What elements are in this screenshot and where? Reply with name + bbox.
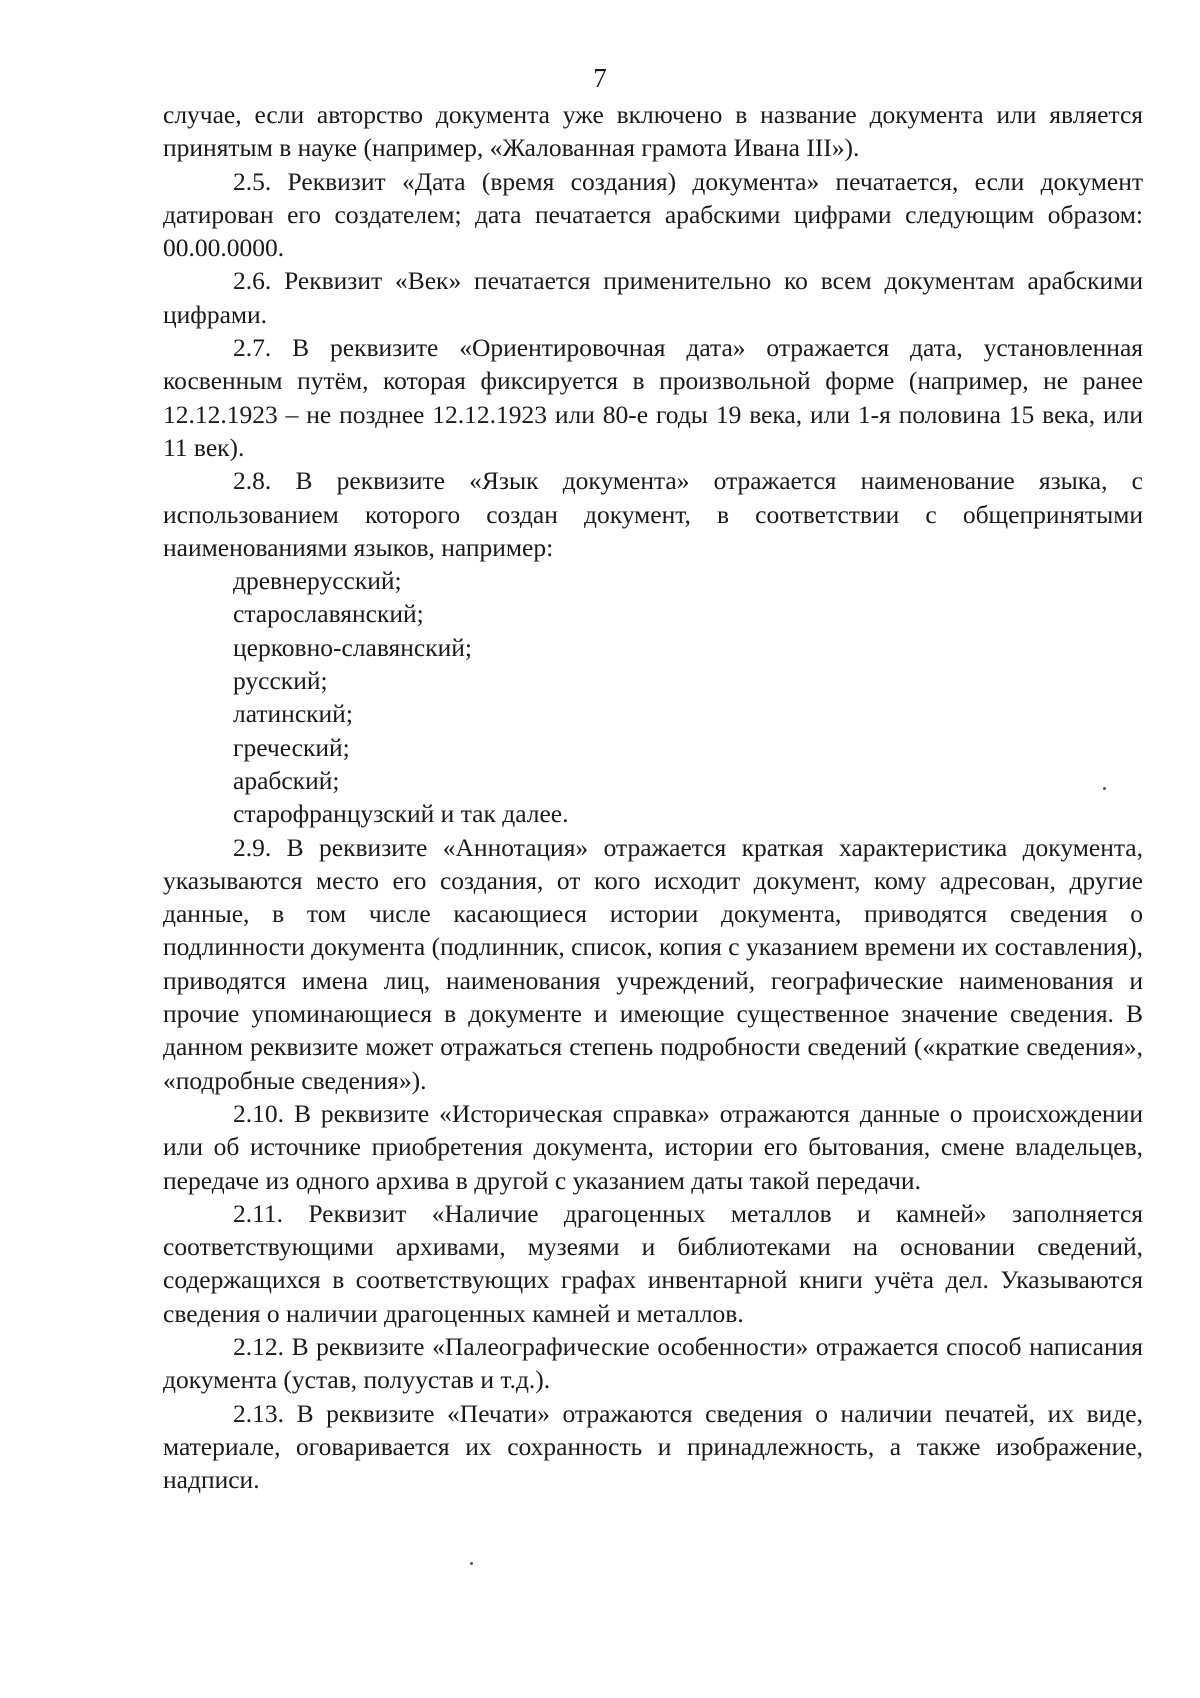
language-list-item: русский; <box>233 666 328 696</box>
paragraph-2-12: 2.12. В реквизите «Палеографические особенности» отражается способ написания документа (устав, полуустав и т.д.). <box>163 1331 1143 1395</box>
paragraph-2-7: 2.7. В реквизите «Ориентировочная дата» отражается дата, установленная косвенным путём, которая фиксируется в произвольной форме (например, не ранее 12.12.1923 – не позднее 12.12.1923 или 80-е годы 19 века, или 1-я половина 15 века, или 11 век). <box>163 333 1143 462</box>
language-list-item: латинский; <box>233 699 353 729</box>
language-list-item: старославянский; <box>233 599 424 629</box>
language-list-item: греческий; <box>233 732 350 762</box>
page-number: 7 <box>593 63 607 93</box>
language-list-item: старофранцузский и так далее. <box>233 799 569 829</box>
language-list-item: древнерусский; <box>233 566 402 596</box>
scan-speck <box>470 1562 473 1565</box>
paragraph-2-9: 2.9. В реквизите «Аннотация» отражается краткая характеристика документа, указываются место его создания, от кого исходит документ, кому адресован, другие данные, в том числе касающиеся истории документа, приводятся сведения о подлинности документа (подлинник, список, копия с указанием времени их составления), приводятся имена лиц, наименования учреждений, географические наименования и прочие упоминающиеся в документе и имеющие существенное значение сведения. В данном реквизите может отражаться степень подробности сведений («краткие сведения», «подробные сведения»). <box>163 832 1143 1095</box>
paragraph-2-6: 2.6. Реквизит «Век» печатается применительно ко всем документам арабскими цифрами. <box>163 266 1143 329</box>
paragraph-2-5: 2.5. Реквизит «Дата (время создания) документа» печатается, если документ датирован его создателем; дата печатается арабскими цифрами следующим образом: 00.00.0000. <box>163 166 1143 263</box>
language-list-item: церковно-славянский; <box>233 632 473 662</box>
language-list <box>163 564 1143 830</box>
paragraph-continuation: случае, если авторство документа уже включено в название документа или является принятым в науке (например, «Жалованная грамота Ивана III»). <box>163 100 1143 163</box>
paragraph-2-10: 2.10. В реквизите «Историческая справка» отражаются данные о происхождении или об источнике приобретения документа, истории его бытования, смене владельцев, передаче из одного архива в другой с указанием даты такой передачи. <box>163 1098 1143 1195</box>
paragraph-2-8: 2.8. В реквизите «Язык документа» отражается наименование языка, с использованием которого создан документ, в соответствии с общепринятыми наименованиями языков, например: <box>163 466 1143 562</box>
document-body <box>163 98 1143 1496</box>
scan-speck <box>1103 787 1106 790</box>
paragraph-2-11: 2.11. Реквизит «Наличие драгоценных металлов и камней» заполняется соответствующими архивами, музеями и библиотеками на основании сведений, содержащихся в соответствующих графах инвентарной книги учёта дел. Указываются сведения о наличии драгоценных камней и металлов. <box>163 1198 1143 1328</box>
language-list-item: арабский; <box>233 765 340 795</box>
paragraph-2-13: 2.13. В реквизите «Печати» отражаются сведения о наличии печатей, их виде, материале, оговаривается их сохранность и принадлежность, а также изображение, надписи. <box>163 1398 1143 1495</box>
